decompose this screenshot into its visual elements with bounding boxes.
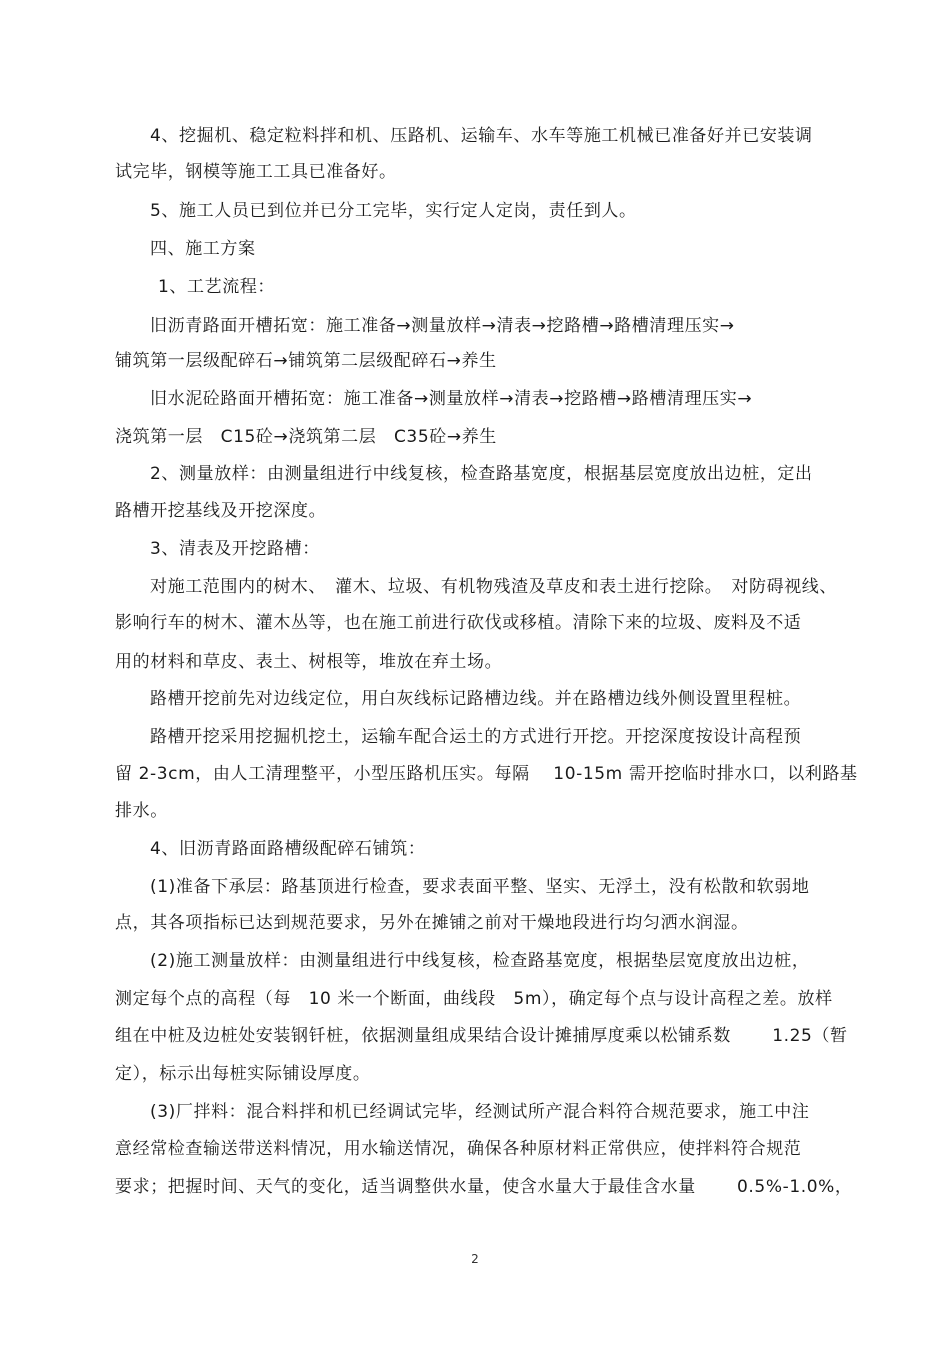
- text-line: 浇筑第一层 C15砼→浇筑第二层 C35砼→养生: [115, 427, 497, 447]
- section-heading: 四、施工方案: [150, 239, 256, 259]
- text-line: 排水。: [115, 801, 168, 821]
- text-line: 组在中桩及边桩处安装钢钎桩，依据测量组成果结合设计摊捕厚度乘以松铺系数 1.25（暂: [115, 1026, 848, 1046]
- page-number: 2: [471, 1252, 479, 1266]
- text-line: 铺筑第一层级配碎石→铺筑第二层级配碎石→养生: [115, 351, 497, 371]
- text-line: 旧沥青路面开槽拓宽：施工准备→测量放样→清表→挖路槽→路槽清理压实→: [150, 316, 735, 336]
- text-line: 测定每个点的高程（每 10 米一个断面，曲线段 5m），确定每个点与设计高程之差。放样: [115, 989, 833, 1009]
- text-line: 点，其各项指标已达到规范要求，另外在摊铺之前对干燥地段进行均匀洒水润湿。: [115, 913, 749, 933]
- text-line: 路槽开挖采用挖掘机挖土，运输车配合运土的方式进行开挖。开挖深度按设计高程预: [150, 727, 802, 747]
- subsection-heading: 3、清表及开挖路槽：: [150, 539, 320, 559]
- text-line: 4、挖掘机、稳定粒料拌和机、压路机、运输车、水车等施工机械已准备好并已安装调: [150, 126, 813, 146]
- text-line: 路槽开挖基线及开挖深度。: [115, 501, 327, 521]
- text-line: 意经常检查输送带送料情况，用水输送情况，确保各种原材料正常供应，使拌料符合规范: [115, 1139, 802, 1159]
- text-line: 路槽开挖前先对边线定位，用白灰线标记路槽边线。并在路槽边线外侧设置里程桩。: [150, 689, 802, 709]
- text-line: 5、施工人员已到位并已分工完毕，实行定人定岗，责任到人。: [150, 201, 637, 221]
- text-line: 试完毕，钢模等施工工具已准备好。: [115, 162, 397, 182]
- text-line: 影响行车的树木、灌木丛等，也在施工前进行砍伐或移植。清除下来的垃圾、废料及不适: [115, 613, 802, 633]
- text-line: 对施工范围内的树木、 灌木、垃圾、有机物残渣及草皮和表土进行挖除。 对防碍视线、: [150, 577, 837, 597]
- text-line: 用的材料和草皮、表土、树根等，堆放在弃土场。: [115, 652, 503, 672]
- text-line: 2、测量放样：由测量组进行中线复核，检查路基宽度，根据基层宽度放出边桩，定出: [150, 464, 813, 484]
- text-line: (1)准备下承层：路基顶进行检查，要求表面平整、坚实、无浮土，没有松散和软弱地: [150, 877, 810, 897]
- subsection-heading: 1、工艺流程：: [158, 277, 276, 297]
- subsection-heading: 4、旧沥青路面路槽级配碎石铺筑：: [150, 839, 426, 859]
- text-line: 要求；把握时间、天气的变化，适当调整供水量，使含水量大于最佳含水量 0.5%-1.0%，: [115, 1177, 853, 1197]
- text-line: 定），标示出每桩实际铺设厚度。: [115, 1064, 371, 1084]
- text-line: 留 2-3cm，由人工清理整平，小型压路机压实。每隔 10-15m 需开挖临时排水口，以利路基: [115, 764, 858, 784]
- text-line: 旧水泥砼路面开槽拓宽：施工准备→测量放样→清表→挖路槽→路槽清理压实→: [150, 389, 753, 409]
- text-line: (3)厂拌料：混合料拌和机已经调试完毕，经测试所产混合料符合规范要求，施工中注: [150, 1102, 810, 1122]
- text-line: (2)施工测量放样：由测量组进行中线复核，检查路基宽度，根据垫层宽度放出边桩，: [150, 951, 810, 971]
